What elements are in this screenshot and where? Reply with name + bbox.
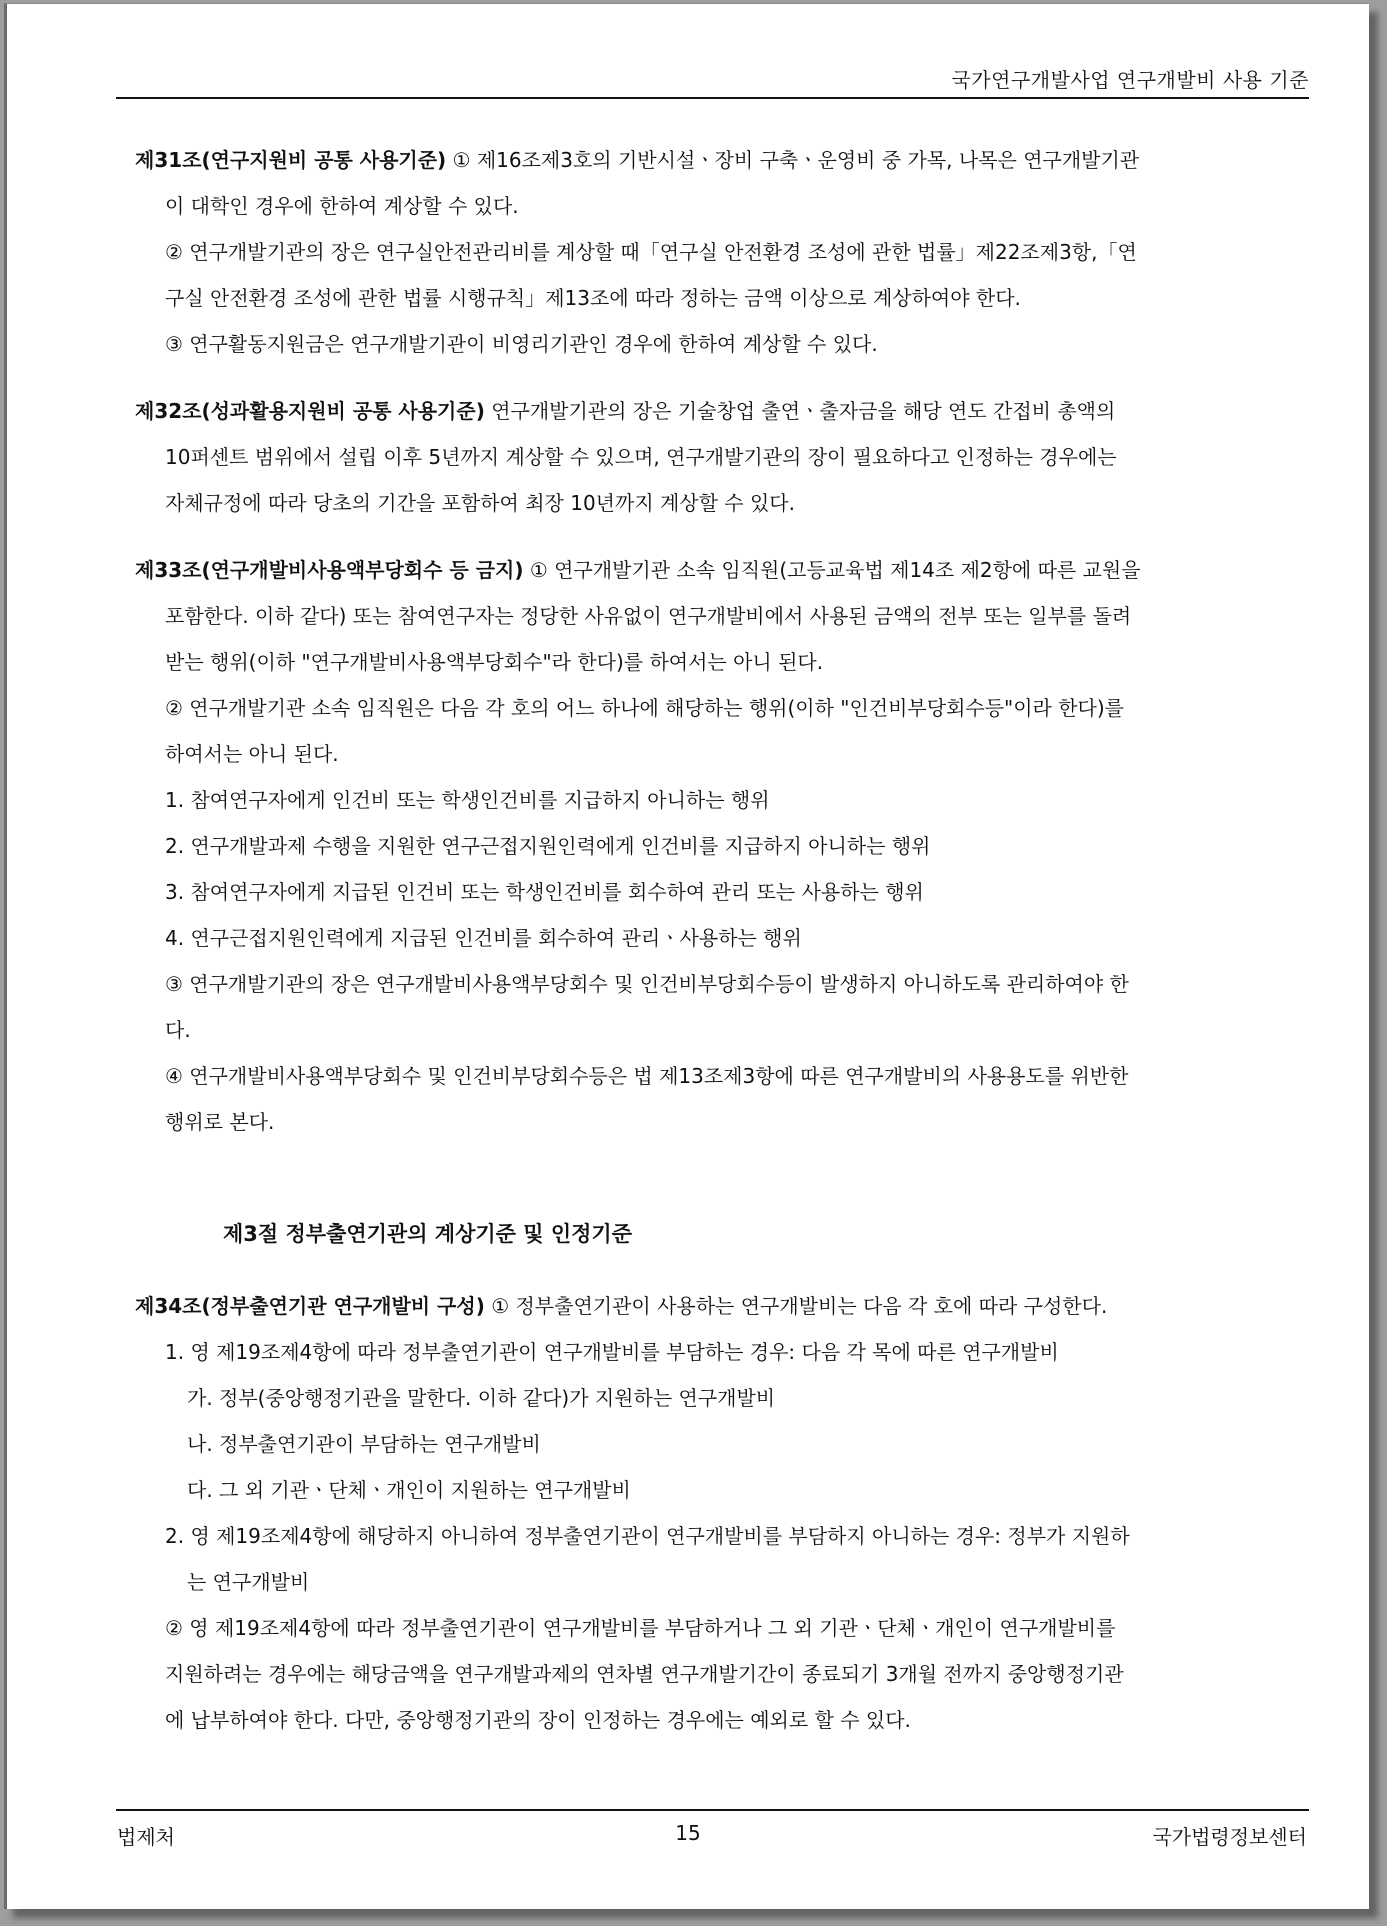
footer-divider <box>116 1809 1309 1811</box>
article-line: 다. <box>165 1018 191 1042</box>
article-line: 2. 연구개발과제 수행을 지원한 연구근접지원인력에게 인건비를 지급하지 아니하는 행위 <box>165 834 931 858</box>
article-line: 2. 영 제19조제4항에 해당하지 아니하여 정부출연기관이 연구개발비를 부담하지 아니하는 경우: 정부가 지원하 <box>165 1524 1130 1548</box>
section-title: 제3절 정부출연기관의 계상기준 및 인정기준 <box>223 1222 633 1246</box>
article-line: ③ 연구활동지원금은 연구개발기관이 비영리기관인 경우에 한하여 계상할 수 있다. <box>165 332 878 356</box>
article-line: ② 영 제19조제4항에 따라 정부출연기관이 연구개발비를 부담하거나 그 외 기관ㆍ단체ㆍ개인이 연구개발비를 <box>165 1616 1116 1640</box>
article-line: ③ 연구개발기관의 장은 연구개발비사용액부당회수 및 인건비부당회수등이 발생하지 아니하도록 관리하여야 한 <box>165 972 1129 996</box>
article-line: 다. 그 외 기관ㆍ단체ㆍ개인이 지원하는 연구개발비 <box>187 1478 631 1502</box>
article-first-line: ① 정부출연기관이 사용하는 연구개발비는 다음 각 호에 따라 구성한다. <box>484 1294 1108 1318</box>
article-line: 가. 정부(중앙행정기관을 말한다. 이하 같다)가 지원하는 연구개발비 <box>187 1386 776 1410</box>
article-line: 3. 참여연구자에게 지급된 인건비 또는 학생인건비를 회수하여 관리 또는 사용하는 행위 <box>165 880 924 904</box>
article-head <box>135 547 1311 593</box>
article-block <box>135 388 1311 526</box>
page-body <box>135 137 1311 1764</box>
articles-container <box>135 137 1311 1145</box>
article-title: 제31조(연구지원비 공통 사용기준) <box>135 148 447 172</box>
article-line: ④ 연구개발비사용액부당회수 및 인건비부당회수등은 법 제13조제3항에 따른 연구개발비의 사용용도를 위반한 <box>165 1064 1129 1088</box>
article-line: 이 대학인 경우에 한하여 계상할 수 있다. <box>165 194 519 218</box>
article-line: 지원하려는 경우에는 해당금액을 연구개발과제의 연차별 연구개발기간이 종료되기 3개월 전까지 중앙행정기관 <box>165 1662 1124 1686</box>
article-line: 자체규정에 따라 당초의 기간을 포함하여 최장 10년까지 계상할 수 있다. <box>165 491 795 515</box>
article-title: 제32조(성과활용지원비 공통 사용기준) <box>135 399 485 423</box>
article-head <box>135 1283 1311 1329</box>
article-line: 받는 행위(이하 "연구개발비사용액부당회수"라 한다)를 하여서는 아니 된다. <box>165 650 824 674</box>
article-first-line: 연구개발기관의 장은 기술창업 출연ㆍ출자금을 해당 연도 간접비 총액의 <box>484 399 1116 423</box>
article-line: 에 납부하여야 한다. 다만, 중앙행정기관의 장이 인정하는 경우에는 예외로 할 수 있다. <box>165 1708 911 1732</box>
header-divider <box>116 97 1309 99</box>
article-block <box>135 547 1311 1145</box>
article-line: 10퍼센트 범위에서 설립 이후 5년까지 계상할 수 있으며, 연구개발기관의 장이 필요하다고 인정하는 경우에는 <box>165 445 1117 469</box>
article-line: 는 연구개발비 <box>187 1570 310 1594</box>
article-line: 행위로 본다. <box>165 1110 275 1134</box>
footer-publisher: 법제처 <box>117 1825 175 1849</box>
article-head <box>135 137 1311 183</box>
article-line: 하여서는 아니 된다. <box>165 742 339 766</box>
article-first-line: ① 제16조제3호의 기반시설ㆍ장비 구축ㆍ운영비 중 가목, 나목은 연구개발기관 <box>446 148 1140 172</box>
article-34 <box>135 1283 1311 1743</box>
page-number: 15 <box>675 1821 701 1845</box>
article-first-line: ① 연구개발기관 소속 임직원(고등교육법 제14조 제2항에 따른 교원을 <box>523 558 1141 582</box>
footer-source: 국가법령정보센터 <box>1152 1825 1307 1849</box>
page-header-title: 국가연구개발사업 연구개발비 사용 기준 <box>951 68 1309 92</box>
article-line: 4. 연구근접지원인력에게 지급된 인건비를 회수하여 관리ㆍ사용하는 행위 <box>165 926 802 950</box>
article-line: 나. 정부출연기관이 부담하는 연구개발비 <box>187 1432 541 1456</box>
article-line: 구실 안전환경 조성에 관한 법률 시행규칙」제13조에 따라 정하는 금액 이상으로 계상하여야 한다. <box>165 286 1021 310</box>
article-34-lines <box>135 1329 1311 1743</box>
article-line: 1. 영 제19조제4항에 따라 정부출연기관이 연구개발비를 부담하는 경우: 다음 각 목에 따른 연구개발비 <box>165 1340 1059 1364</box>
article-line: 1. 참여연구자에게 인건비 또는 학생인건비를 지급하지 아니하는 행위 <box>165 788 770 812</box>
article-line: 포함한다. 이하 같다) 또는 참여연구자는 정당한 사유없이 연구개발비에서 사용된 금액의 전부 또는 일부를 돌려 <box>165 604 1132 628</box>
document-page <box>4 3 1369 1909</box>
article-title: 제33조(연구개발비사용액부당회수 등 금지) <box>135 558 524 582</box>
article-head <box>135 388 1311 434</box>
article-block <box>135 137 1311 367</box>
article-title: 제34조(정부출연기관 연구개발비 구성) <box>135 1294 485 1318</box>
article-line: ② 연구개발기관의 장은 연구실안전관리비를 계상할 때「연구실 안전환경 조성에 관한 법률」제22조제3항,「연 <box>165 240 1137 264</box>
article-line: ② 연구개발기관 소속 임직원은 다음 각 호의 어느 하나에 해당하는 행위(이하 "인건비부당회수등"이라 한다)를 <box>165 696 1124 720</box>
